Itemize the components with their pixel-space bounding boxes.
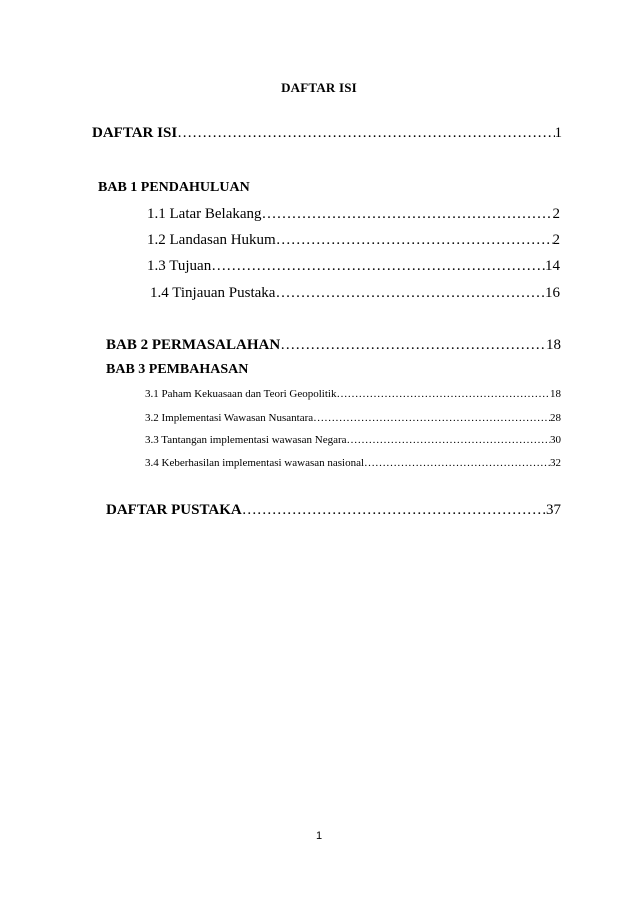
- leader-dots: [211, 258, 545, 275]
- toc-entry-page: 14: [545, 258, 560, 274]
- toc-entry-3-2: [145, 412, 561, 424]
- toc-entry-label: BAB 2 PERMASALAHAN: [106, 337, 281, 353]
- toc-entry-daftar-pustaka: [106, 502, 561, 519]
- toc-entry-3-4: [145, 457, 561, 469]
- leader-dots: [242, 502, 546, 519]
- toc-entry-bab2: [106, 337, 561, 354]
- toc-entry-label: 3.2 Implementasi Wawasan Nusantara: [145, 412, 314, 424]
- toc-entry-label: 3.1 Paham Kekuasaan dan Teori Geopolitik: [145, 388, 337, 400]
- toc-entry-label: DAFTAR ISI: [92, 125, 178, 141]
- toc-entry-page: 37: [546, 502, 561, 518]
- toc-entry-page: 16: [545, 285, 560, 301]
- bab1-heading: BAB 1 PENDAHULUAN: [98, 180, 250, 195]
- page-title: DAFTAR ISI: [281, 80, 357, 95]
- leader-dots: [347, 434, 550, 446]
- leader-dots: [276, 232, 553, 249]
- toc-entry-1-1: [147, 206, 560, 223]
- leader-dots: [275, 285, 545, 302]
- toc-entry-label: 1.3 Tujuan: [147, 258, 212, 274]
- toc-entry-page: 28: [550, 412, 561, 424]
- toc-entry-page: 2: [552, 232, 560, 248]
- toc-entry-1-3: [147, 258, 560, 275]
- toc-entry-label: 3.4 Keberhasilan implementasi wawasan nasional: [145, 457, 365, 469]
- toc-entry-label: 1.2 Landasan Hukum: [147, 232, 276, 248]
- leader-dots: [177, 125, 554, 142]
- leader-dots: [262, 206, 553, 223]
- leader-dots: [313, 412, 550, 424]
- toc-entry-1-2: [147, 232, 560, 249]
- toc-entry-page: 1: [554, 125, 562, 141]
- leader-dots: [364, 457, 550, 469]
- leader-dots: [336, 388, 550, 400]
- toc-entry-label: DAFTAR PUSTAKA: [106, 502, 242, 518]
- toc-entry-3-1: [145, 388, 561, 400]
- toc-entry-page: 18: [546, 337, 561, 353]
- toc-entry-page: 32: [550, 457, 561, 469]
- toc-entry-page: 30: [550, 434, 561, 446]
- toc-entry-daftar-isi: [92, 125, 562, 142]
- toc-entry-3-3: [145, 434, 561, 446]
- toc-entry-label: 1.1 Latar Belakang: [147, 206, 262, 222]
- toc-entry-label: 1.4 Tinjauan Pustaka: [150, 285, 276, 301]
- toc-entry-page: 18: [550, 388, 561, 400]
- page-number: 1: [315, 830, 323, 842]
- leader-dots: [280, 337, 546, 354]
- toc-entry-label: 3.3 Tantangan implementasi wawasan Negara: [145, 434, 347, 446]
- toc-entry-page: 2: [552, 206, 560, 222]
- toc-entry-1-4: [150, 285, 560, 302]
- bab3-heading: BAB 3 PEMBAHASAN: [106, 362, 249, 377]
